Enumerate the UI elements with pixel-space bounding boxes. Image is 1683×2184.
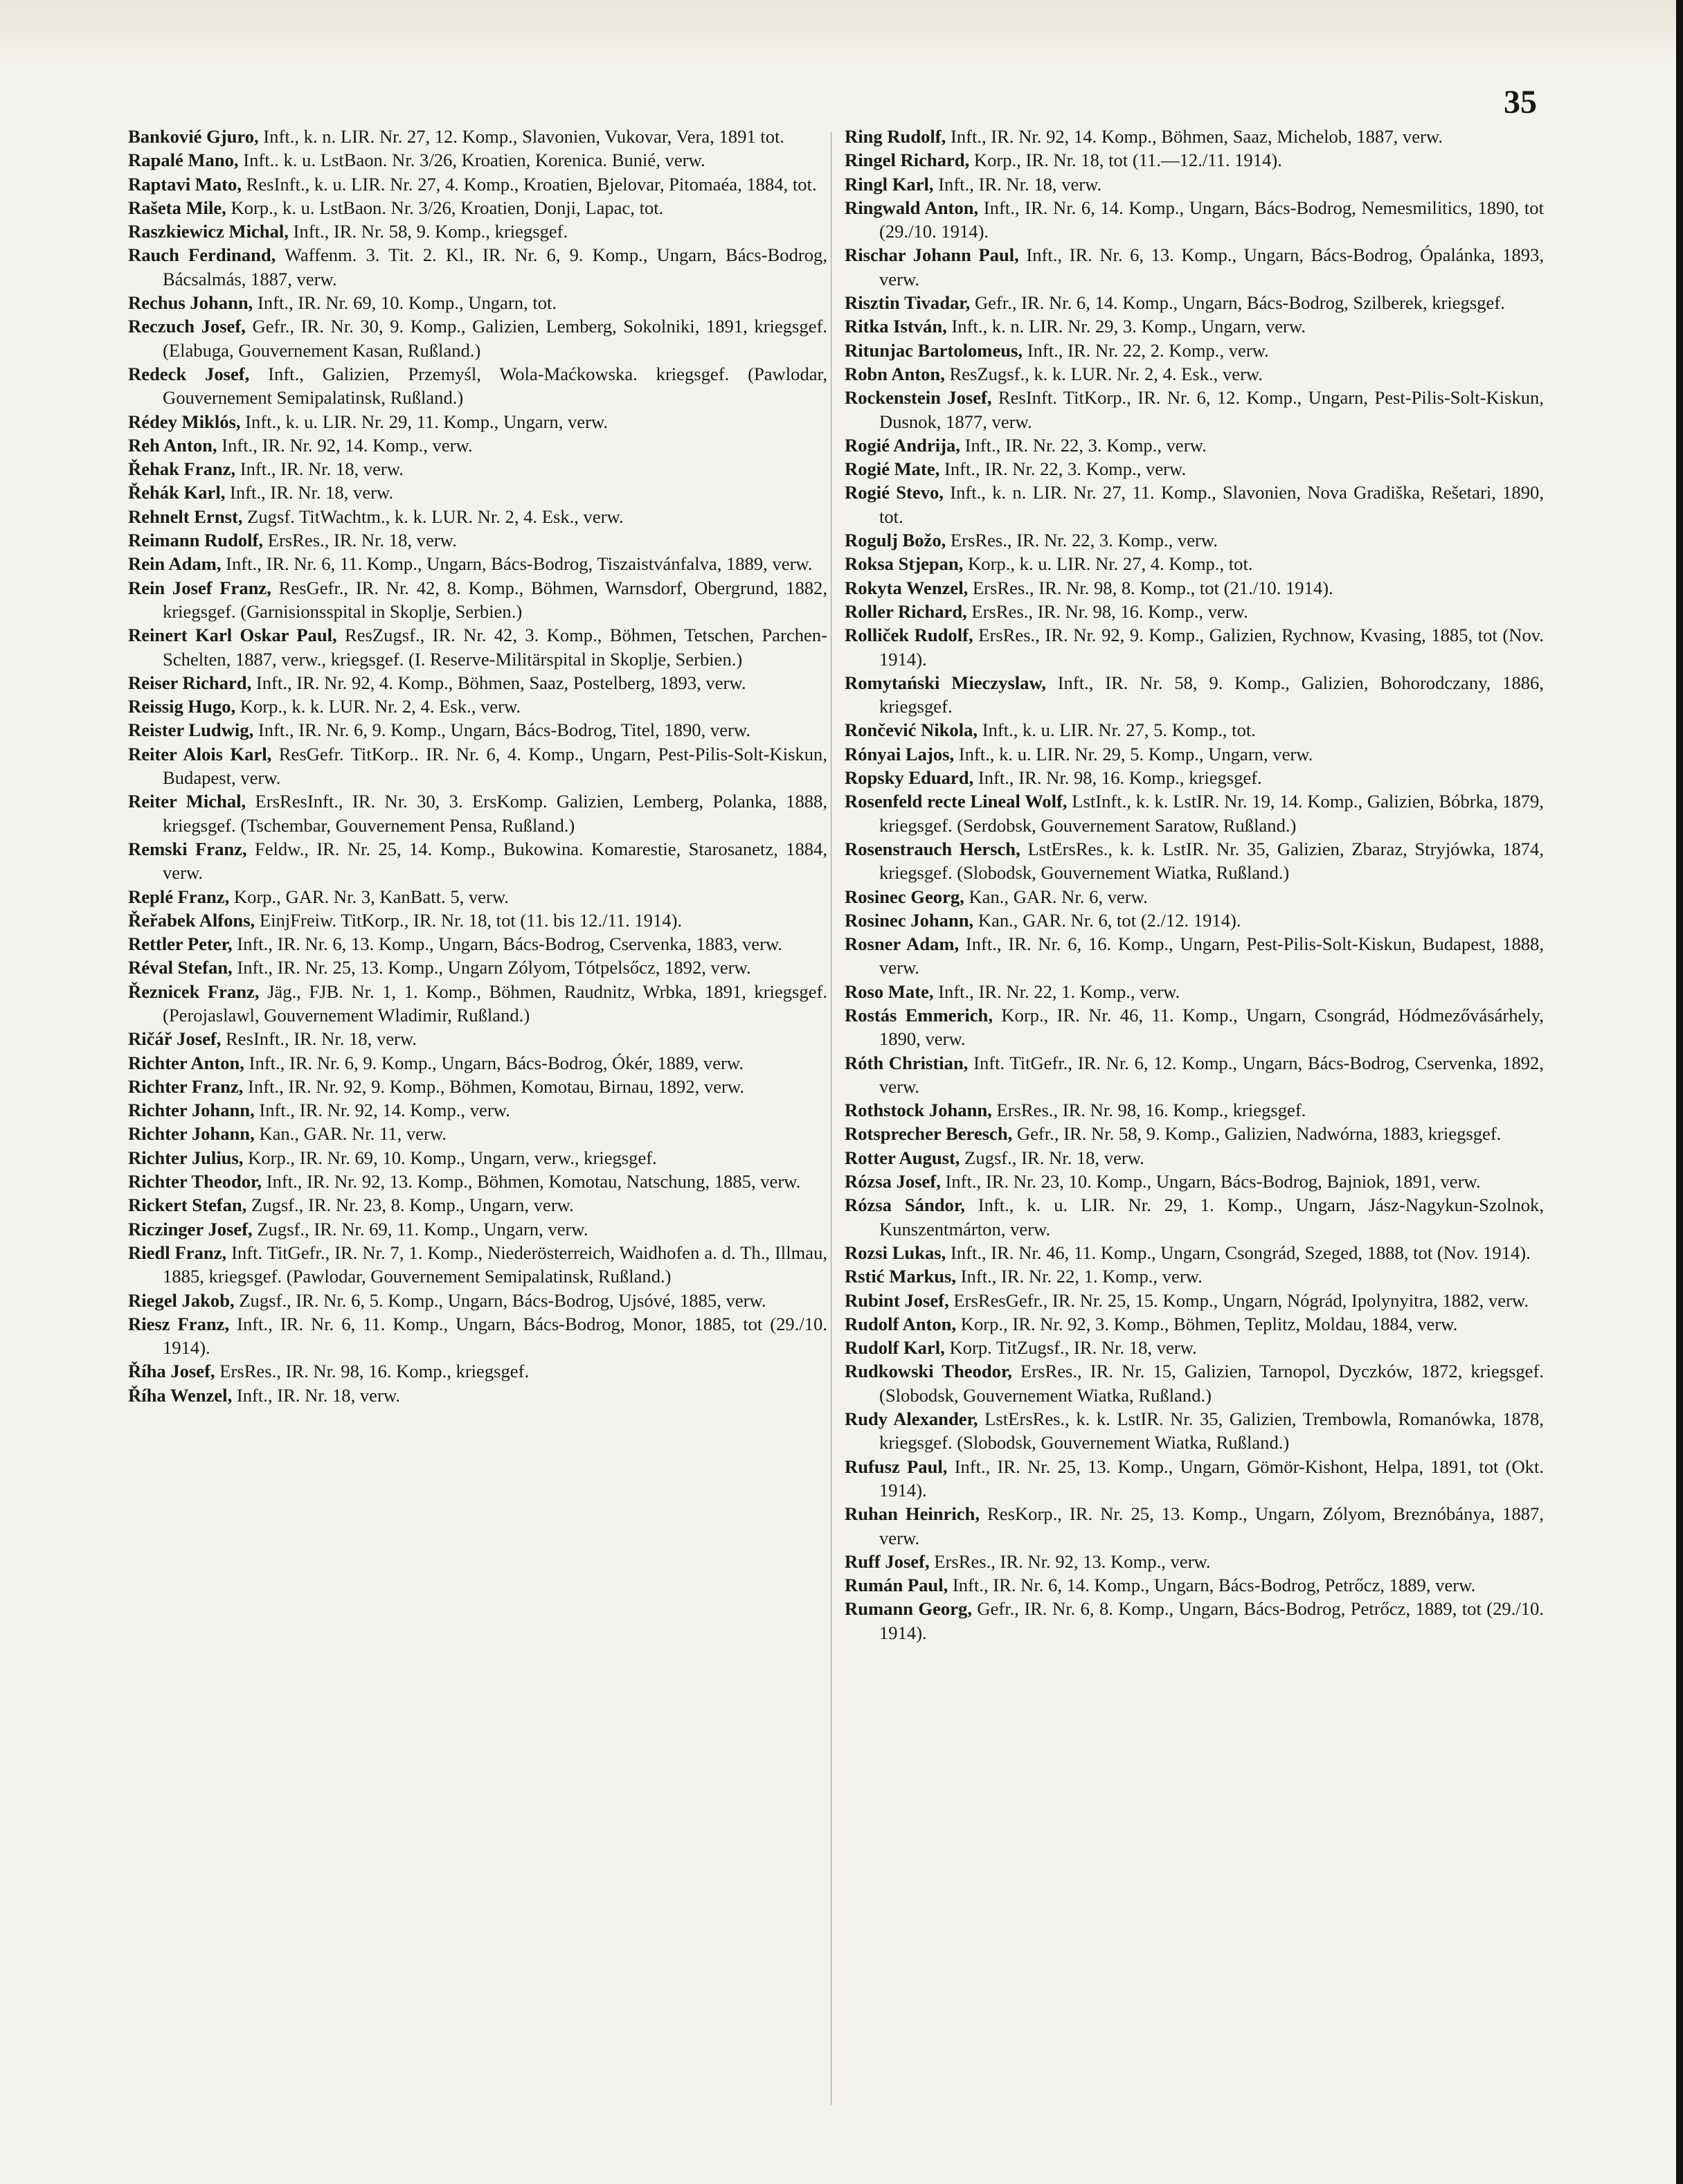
entry-details: Inft., IR. Nr. 6, 11. Komp., Ungarn, Bács-Bodrog, Monor, 1885, tot (29./10. 1914). [163,1313,827,1359]
list-entry [128,243,827,291]
list-entry [845,362,1544,386]
entry-name: Rudy Alexander, [845,1408,978,1430]
entry-name: Rudolf Karl, [845,1337,945,1359]
entry-name: Rogié Andrija, [845,434,960,456]
list-entry [128,1217,827,1241]
list-entry [845,718,1544,742]
scan-edge-right [1676,0,1683,2184]
entry-details: Inft., IR. Nr. 6, 14. Komp., Ungarn, Bács-Bodrog, Petrőcz, 1889, verw. [948,1575,1476,1596]
entry-name: Rogié Stevo, [845,482,944,503]
list-entry [845,1336,1544,1359]
entry-details: Inft., Galizien, Przemyśl, Wola-Maćkowska. kriegsgef. (Pawlodar, Gouvernement Semipalatinsk, Rußland.) [163,363,827,409]
entry-name: Říha Wenzel, [128,1384,233,1406]
list-entry [128,1146,827,1170]
entry-details: Zugsf., IR. Nr. 6, 5. Komp., Ungarn, Bács-Bodrog, Ujsóvé, 1885, verw. [234,1289,766,1311]
entry-name: Romytański Mieczyslaw, [845,672,1046,693]
list-entry [845,433,1544,457]
entry-details: Inft., IR. Nr. 22, 3. Komp., verw. [960,434,1207,456]
list-entry [845,1146,1544,1170]
entry-details: Inft., k. n. LIR. Nr. 27, 11. Komp., Slavonien, Nova Gradiška, Rešetari, 1890, tot. [879,482,1544,527]
entry-details: LstInft., k. k. LstIR. Nr. 19, 14. Komp., Galizien, Bóbrka, 1879, kriegsgef. (Serdobsk, Gouvernement Saratow, Rußland.) [879,791,1545,836]
entry-details: Kan., GAR. Nr. 11, verw. [254,1123,447,1145]
entry-details: ErsRes., IR. Nr. 98, 16. Komp., kriegsgef. [991,1100,1306,1121]
entry-name: Richter Franz, [128,1075,244,1097]
entry-details: Inft., IR. Nr. 6, 13. Komp., Ungarn, Bács-Bodrog, Cservenka, 1883, verw. [232,933,783,955]
entry-name: Raszkiewicz Michal, [128,221,289,242]
entry-details: Inft., IR. Nr. 58, 9. Komp., Galizien, Bohorodczany, 1886, kriegsgef. [879,672,1544,717]
entry-name: Richter Theodor, [128,1171,262,1192]
entry-details: Inft., IR. Nr. 6, 13. Komp., Ungarn, Bács-Bodrog, Ópalánka, 1893, verw. [879,244,1544,289]
list-entry [845,1573,1544,1597]
entry-name: Rischar Johann Paul, [845,244,1019,266]
entry-name: Riegel Jakob, [128,1289,235,1311]
list-entry [128,528,827,552]
entry-details: Inft., IR. Nr. 25, 13. Komp., Ungarn Zólyom, Tótpelsőcz, 1892, verw. [232,957,751,978]
entry-details: Waffenm. 3. Tit. 2. Kl., IR. Nr. 6, 9. Komp., Ungarn, Bács-Bodrog, Bácsalmás, 1887, verw. [163,244,827,289]
list-entry [128,410,827,433]
entry-name: Rolliček Rudolf, [845,625,973,646]
entry-name: Rechus Johann, [128,292,253,314]
list-entry [845,885,1544,908]
entry-name: Řehák Karl, [128,482,226,503]
entry-details: Inft., k. u. LIR. Nr. 29, 5. Komp., Ungarn, verw. [954,743,1313,764]
entry-name: Reister Ludwig, [128,719,254,741]
list-entry [128,1122,827,1145]
entry-name: Richter Anton, [128,1052,244,1073]
entry-details: Inft., k. u. LIR. Nr. 29, 11. Komp., Ungarn, verw. [240,411,609,432]
entry-details: Inft., IR. Nr. 22, 1. Komp., verw. [956,1266,1203,1287]
list-entry [845,196,1544,244]
entry-details: Korp., IR. Nr. 18, tot (11.—12./11. 1914). [969,150,1282,171]
entry-name: Rapalé Mano, [128,150,239,171]
list-entry [845,908,1544,932]
entry-details: Feldw., IR. Nr. 25, 14. Komp., Bukowina. Komarestie, Starosanetz, 1884, verw. [163,838,827,884]
entry-name: Rudkowski Theodor, [845,1361,1012,1382]
entry-details: ErsRes., IR. Nr. 15, Galizien, Tarnopol, Dyczków, 1872, kriegsgef. (Slobodsk, Gouvernement Wiatka, Rußland.) [879,1361,1544,1406]
entry-name: Reimann Rudolf, [128,530,264,551]
entry-name: Rosinec Johann, [845,909,974,931]
entry-name: Raptavi Mato, [128,173,242,195]
entry-details: ResGefr., IR. Nr. 42, 8. Komp., Böhmen, Warnsdorf, Obergrund, 1882, kriegsgef. (Garnisionsspital in Skoplje, Serbien.) [163,577,827,622]
entry-name: Rudolf Anton, [845,1313,957,1334]
entry-details: ErsRes., IR. Nr. 98, 8. Komp., tot (21./10. 1914). [968,577,1333,598]
entry-details: Inft., IR. Nr. 92, 14. Komp., verw. [254,1100,510,1121]
entry-details: ErsRes., IR. Nr. 98, 16. Komp., verw. [966,600,1248,622]
list-entry [128,220,827,243]
entry-name: Rickert Stefan, [128,1194,247,1216]
list-entry [845,980,1544,1003]
entry-details: Korp., IR. Nr. 46, 11. Komp., Ungarn, Csongrád, Hódmezővásárhely, 1890, verw. [879,1004,1544,1050]
entry-name: Rein Josef Franz, [128,577,271,598]
entry-details: ResInft., IR. Nr. 18, verw. [221,1028,417,1050]
entry-details: ErsRes., IR. Nr. 92, 13. Komp., verw. [929,1550,1211,1572]
entry-details: Zugsf., IR. Nr. 23, 8. Komp., Ungarn, verw. [246,1194,574,1216]
entry-name: Rubint Josef, [845,1289,949,1311]
entry-name: Rein Adam, [128,553,222,575]
entry-name: Rostás Emmerich, [845,1004,993,1026]
entry-name: Ritunjac Bartolomeus, [845,339,1023,361]
entry-name: Rehnelt Ernst, [128,505,243,527]
entry-details: LstErsRes., k. k. LstIR. Nr. 35, Galizien, Zbaraz, Stryjówka, 1874, kriegsgef. (Slobodsk, Gouvernement Wiatka, Rußland.) [879,838,1544,884]
entry-details: Inft., k. n. LIR. Nr. 29, 3. Komp., Ungarn, verw. [946,316,1306,337]
entry-details: Zugsf. TitWachtm., k. k. LUR. Nr. 2, 4. Esk., verw. [242,505,624,527]
list-entry [845,148,1544,172]
list-entry [845,457,1544,481]
entry-name: Rosinec Georg, [845,886,964,907]
entry-details: Inft., IR. Nr. 18, verw. [232,1384,400,1406]
entry-details: Zugsf., IR. Nr. 69, 11. Komp., Ungarn, verw. [252,1218,588,1239]
list-entry [128,1170,827,1193]
list-entry [128,932,827,956]
entry-name: Réval Stefan, [128,957,233,978]
list-entry [845,766,1544,789]
entry-details: Gefr., IR. Nr. 58, 9. Komp., Galizien, Nadwórna, 1883, kriegsgef. [1012,1123,1502,1145]
entry-details: Inft., IR. Nr. 25, 13. Komp., Ungarn, Gömör-Kishont, Helpa, 1891, tot (Okt. 1914). [879,1456,1545,1501]
entry-name: Rauch Ferdinand, [128,244,276,266]
entry-name: Rumann Georg, [845,1598,972,1620]
entry-name: Řeznicek Franz, [128,981,260,1002]
entry-name: Rettler Peter, [128,933,233,955]
entry-name: Rédey Miklós, [128,411,241,432]
entry-name: Richter Johann, [128,1123,255,1145]
list-entry [845,1597,1544,1645]
list-entry [845,386,1544,433]
list-entry [845,742,1544,766]
entry-name: Rosner Adam, [845,933,960,955]
list-entry [128,291,827,314]
entry-name: Rothstock Johann, [845,1100,992,1121]
list-entry [128,125,827,148]
entry-details: Inft., IR. Nr. 46, 11. Komp., Ungarn, Csongrád, Szeged, 1888, tot (Nov. 1914). [946,1242,1531,1263]
list-entry [845,1455,1544,1503]
entry-name: Ring Rudolf, [845,126,946,147]
list-entry [128,1051,827,1075]
entry-name: Rstić Markus, [845,1266,957,1287]
entry-name: Řehak Franz, [128,458,236,480]
entry-name: Ropsky Eduard, [845,767,974,789]
entry-name: Reczuch Josef, [128,316,246,337]
entry-name: Ričář Josef, [128,1028,222,1050]
entry-details: Inft.. k. u. LstBaon. Nr. 3/26, Kroatien, Korenica. Bunié, verw. [238,150,705,171]
entry-details: Kan., GAR. Nr. 6, tot (2./12. 1914). [973,909,1241,931]
entry-details: ErsRes., IR. Nr. 98, 16. Komp., kriegsgef. [215,1361,530,1382]
entry-name: Reiser Richard, [128,672,252,693]
list-entry [845,1289,1544,1312]
entry-name: Reh Anton, [128,434,217,456]
entry-details: Inft. TitGefr., IR. Nr. 7, 1. Komp., Niederösterreich, Waidhofen a. d. Th., Illmau, 1885, kriegsgef. (Pawlodar, Gouvernement Semipalatinsk, Rußland.) [163,1242,828,1287]
entry-details: Kan., GAR. Nr. 6, verw. [964,886,1148,907]
entry-name: Ringel Richard, [845,150,970,171]
list-entry [128,1241,827,1289]
list-entry [128,172,827,196]
scan-shadow-top [0,0,1683,62]
list-entry [845,339,1544,362]
entry-details: Korp., GAR. Nr. 3, KanBatt. 5, verw. [229,886,510,907]
entry-name: Rónyai Lajos, [845,743,955,764]
list-entry [128,623,827,671]
entry-details: ResZugsf., IR. Nr. 42, 3. Komp., Böhmen, Tetschen, Parchen-Schelten, 1887, verw., kriegsgef. (I. Reserve-Militärspital in Skoplje, Serbien.) [163,625,827,670]
entry-name: Rózsa Josef, [845,1171,941,1192]
entry-name: Ringwald Anton, [845,197,979,218]
entry-details: Korp., k. u. LstBaon. Nr. 3/26, Kroatien, Donji, Lapac, tot. [226,197,664,218]
entry-details: Inft., IR. Nr. 6, 11. Komp., Ungarn, Bács-Bodrog, Tiszaistvánfalva, 1889, verw. [221,553,813,575]
entry-name: Bankovié Gjuro, [128,126,259,147]
entry-details: Korp. TitZugsf., IR. Nr. 18, verw. [944,1337,1197,1359]
list-entry [845,1502,1544,1550]
list-entry [845,837,1544,885]
entry-details: ResInft., k. u. LIR. Nr. 27, 4. Komp., Kroatien, Bjelovar, Pitomaéa, 1884, tot. [241,173,817,195]
right-column [845,125,1544,1645]
entry-details: Inft., IR. Nr. 69, 10. Komp., Ungarn, tot. [253,292,557,314]
entry-name: Robn Anton, [845,363,945,384]
entry-details: Inft., IR. Nr. 18, verw. [933,173,1102,195]
entry-name: Rumán Paul, [845,1575,948,1596]
list-entry [128,481,827,504]
entry-details: Inft., IR. Nr. 18, verw. [235,458,404,480]
entry-details: Gefr., IR. Nr. 30, 9. Komp., Galizien, Lemberg, Sokolniki, 1891, kriegsgef. (Elabuga, Gouvernement Kasan, Rußland.) [163,316,827,361]
entry-name: Roksa Stjepan, [845,553,964,575]
list-entry [128,1193,827,1217]
list-entry [845,481,1544,528]
list-entry [845,1264,1544,1288]
list-entry [128,148,827,172]
entry-details: Inft. TitGefr., IR. Nr. 6, 12. Komp., Ungarn, Bács-Bodrog, Cservenka, 1892, verw. [879,1052,1544,1097]
list-entry [128,789,827,837]
entry-details: ResInft. TitKorp., IR. Nr. 6, 12. Komp., Ungarn, Pest-Pilis-Solt-Kiskun, Dusnok, 1877, verw. [879,387,1544,432]
list-entry [128,552,827,575]
list-entry [128,742,827,790]
entry-name: Rogié Mate, [845,458,940,480]
entry-name: Roller Richard, [845,600,967,622]
list-entry [128,718,827,742]
entry-name: Risztin Tivadar, [845,292,971,314]
list-entry [845,291,1544,314]
list-entry [128,1359,827,1383]
entry-details: Zugsf., IR. Nr. 18, verw. [960,1147,1144,1168]
entry-name: Remski Franz, [128,838,247,859]
entry-name: Reissig Hugo, [128,696,236,717]
entry-details: ErsResGefr., IR. Nr. 25, 15. Komp., Ungarn, Nógrád, Ipolynyitra, 1882, verw. [948,1289,1529,1311]
list-entry [128,1098,827,1122]
list-entry [845,600,1544,623]
entry-name: Ruff Josef, [845,1550,930,1572]
entry-name: Reinert Karl Oskar Paul, [128,625,337,646]
entry-name: Rotter August, [845,1147,960,1168]
list-entry [845,1407,1544,1455]
entry-name: Reiter Alois Karl, [128,743,272,764]
entry-details: Inft., IR. Nr. 18, verw. [225,482,394,503]
entry-details: Inft., IR. Nr. 22, 2. Komp., verw. [1023,339,1269,361]
list-entry [128,362,827,410]
list-entry [845,1359,1544,1407]
list-entry [128,196,827,220]
entry-details: Inft., IR. Nr. 92, 14. Komp., verw. [217,434,473,456]
list-entry [128,576,827,624]
entry-details: Inft., IR. Nr. 6, 16. Komp., Ungarn, Pest-Pilis-Solt-Kiskun, Budapest, 1888, verw. [879,933,1544,978]
entry-name: Replé Franz, [128,886,230,907]
list-entry [845,1098,1544,1122]
entry-name: Redeck Josef, [128,363,250,384]
entry-details: Korp., k. k. LUR. Nr. 2, 4. Esk., verw. [235,696,521,717]
list-entry [845,1122,1544,1145]
entry-details: ResGefr. TitKorp.. IR. Nr. 6, 4. Komp., Ungarn, Pest-Pilis-Solt-Kiskun, Budapest, verw. [163,743,827,789]
left-column [128,125,827,1407]
entry-details: Inft., k. u. LIR. Nr. 27, 5. Komp., tot. [978,719,1256,741]
list-entry [845,125,1544,148]
page-number: 35 [1504,84,1537,120]
entry-details: Inft., IR. Nr. 23, 10. Komp., Ungarn, Bács-Bodrog, Bajniok, 1891, verw. [940,1171,1481,1192]
entry-name: Richter Julius, [128,1147,244,1168]
list-entry [845,1550,1544,1573]
list-entry [128,1312,827,1360]
entry-name: Ruhan Heinrich, [845,1503,980,1525]
list-entry [845,932,1544,980]
entry-details: ErsRes., IR. Nr. 22, 3. Komp., verw. [946,530,1218,551]
list-entry [128,505,827,528]
entry-details: Korp., IR. Nr. 92, 3. Komp., Böhmen, Teplitz, Moldau, 1884, verw. [956,1313,1458,1334]
entry-name: Rotsprecher Beresch, [845,1123,1013,1145]
list-entry [845,172,1544,196]
list-entry [845,1003,1544,1051]
entry-name: Riczinger Josef, [128,1218,253,1239]
entry-details: ResKorp., IR. Nr. 25, 13. Komp., Ungarn, Zólyom, Breznóbánya, 1887, verw. [879,1503,1544,1548]
entry-details: LstErsRes., k. k. LstIR. Nr. 35, Galizien, Trembowla, Romanówka, 1878, kriegsgef. (Slobodsk, Gouvernement Wiatka, Rußland.) [879,1408,1544,1453]
list-entry [128,908,827,932]
entry-details: EinjFreiw. TitKorp., IR. Nr. 18, tot (11. bis 12./11. 1914). [255,909,683,931]
entry-details: Jäg., FJB. Nr. 1, 1. Komp., Böhmen, Raudnitz, Wrbka, 1891, kriegsgef. (Perojaslawl, Gouvernement Wladimir, Rußland.) [163,981,828,1026]
list-entry [845,314,1544,338]
list-entry [128,695,827,718]
list-entry [128,671,827,695]
list-entry [128,1289,827,1312]
list-entry [128,314,827,362]
entry-details: Gefr., IR. Nr. 6, 8. Komp., Ungarn, Bács-Bodrog, Petrőcz, 1889, tot (29./10. 1914). [879,1598,1544,1643]
list-entry [128,980,827,1028]
entry-name: Reiter Michal, [128,791,246,812]
entry-name: Ritka István, [845,316,947,337]
entry-name: Rokyta Wenzel, [845,577,969,598]
entry-name: Riedl Franz, [128,1242,227,1263]
list-entry [128,1027,827,1050]
list-entry [128,1075,827,1098]
list-entry [128,956,827,979]
list-entry [845,1170,1544,1193]
entry-name: Řeřabek Alfons, [128,909,255,931]
list-entry [128,837,827,885]
list-entry [128,433,827,457]
entry-details: ErsRes., IR. Nr. 92, 9. Komp., Galizien, Rychnow, Kvasing, 1885, tot (Nov. 1914). [879,625,1544,670]
list-entry [845,552,1544,575]
entry-details: Inft., k. u. LIR. Nr. 29, 1. Komp., Ungarn, Jász-Nagykun-Szolnok, Kunszentmárton, verw. [879,1194,1544,1239]
list-entry [845,528,1544,552]
entry-name: Rosenstrauch Hersch, [845,838,1020,859]
list-entry [845,1312,1544,1336]
list-entry [845,789,1544,837]
entry-details: ErsResInft., IR. Nr. 30, 3. ErsKomp. Galizien, Lemberg, Polanka, 1888, kriegsgef. (Tschembar, Gouvernement Pensa, Rußland.) [163,791,827,836]
entry-name: Ringl Karl, [845,173,934,195]
entry-details: ErsRes., IR. Nr. 18, verw. [263,530,457,551]
entry-name: Rózsa Sándor, [845,1194,965,1216]
entry-details: Inft., IR. Nr. 6, 9. Komp., Ungarn, Bács-Bodrog, Ókér, 1889, verw. [244,1052,744,1073]
list-entry [845,1241,1544,1264]
list-entry [128,457,827,481]
list-entry [845,576,1544,600]
entry-name: Rogulj Božo, [845,530,946,551]
entry-name: Rockenstein Josef, [845,387,992,409]
entry-details: Inft., IR. Nr. 22, 3. Komp., verw. [939,458,1187,480]
entry-details: Inft., IR. Nr. 92, 4. Komp., Böhmen, Saaz, Postelberg, 1893, verw. [251,672,746,693]
entry-details: Inft., IR. Nr. 6, 14. Komp., Ungarn, Bács-Bodrog, Nemesmilitics, 1890, tot (29./10. 1914). [879,197,1544,242]
entry-name: Riesz Franz, [128,1313,230,1334]
entry-details: Inft., k. n. LIR. Nr. 27, 12. Komp., Slavonien, Vukovar, Vera, 1891 tot. [258,126,785,147]
entry-name: Róth Christian, [845,1052,969,1073]
list-entry [845,671,1544,719]
entry-name: Roso Mate, [845,981,934,1002]
entry-name: Rončević Nikola, [845,719,978,741]
entry-name: Rosenfeld recte Lineal Wolf, [845,791,1068,812]
entry-details: Inft., IR. Nr. 98, 16. Komp., kriegsgef. [973,767,1262,789]
entry-name: Rašeta Mile, [128,197,226,218]
entry-details: Inft., IR. Nr. 92, 9. Komp., Böhmen, Komotau, Birnau, 1892, verw. [243,1075,745,1097]
list-entry [845,1193,1544,1241]
entry-details: Inft., IR. Nr. 22, 1. Komp., verw. [933,981,1180,1002]
list-entry [128,1384,827,1407]
entry-details: ResZugsf., k. k. LUR. Nr. 2, 4. Esk., verw. [944,363,1263,384]
entry-details: Korp., IR. Nr. 69, 10. Komp., Ungarn, verw., kriegsgef. [243,1147,657,1168]
entry-name: Říha Josef, [128,1361,215,1382]
list-entry [845,623,1544,671]
entry-name: Richter Johann, [128,1100,255,1121]
entry-details: Inft., IR. Nr. 58, 9. Komp., kriegsgef. [288,221,568,242]
list-entry [128,885,827,908]
entry-details: Inft., IR. Nr. 92, 13. Komp., Böhmen, Komotau, Natschung, 1885, verw. [262,1171,801,1192]
entry-name: Rufusz Paul, [845,1456,948,1477]
entry-details: Gefr., IR. Nr. 6, 14. Komp., Ungarn, Bács-Bodrog, Szilberek, kriegsgef. [970,292,1505,314]
list-entry [845,243,1544,291]
entry-details: Korp., k. u. LIR. Nr. 27, 4. Komp., tot. [963,553,1253,575]
entry-details: Inft., IR. Nr. 92, 14. Komp., Böhmen, Saaz, Michelob, 1887, verw. [946,126,1443,147]
entry-name: Rozsi Lukas, [845,1242,946,1263]
entry-details: Inft., IR. Nr. 6, 9. Komp., Ungarn, Bács-Bodrog, Titel, 1890, verw. [253,719,750,741]
list-entry [845,1051,1544,1099]
